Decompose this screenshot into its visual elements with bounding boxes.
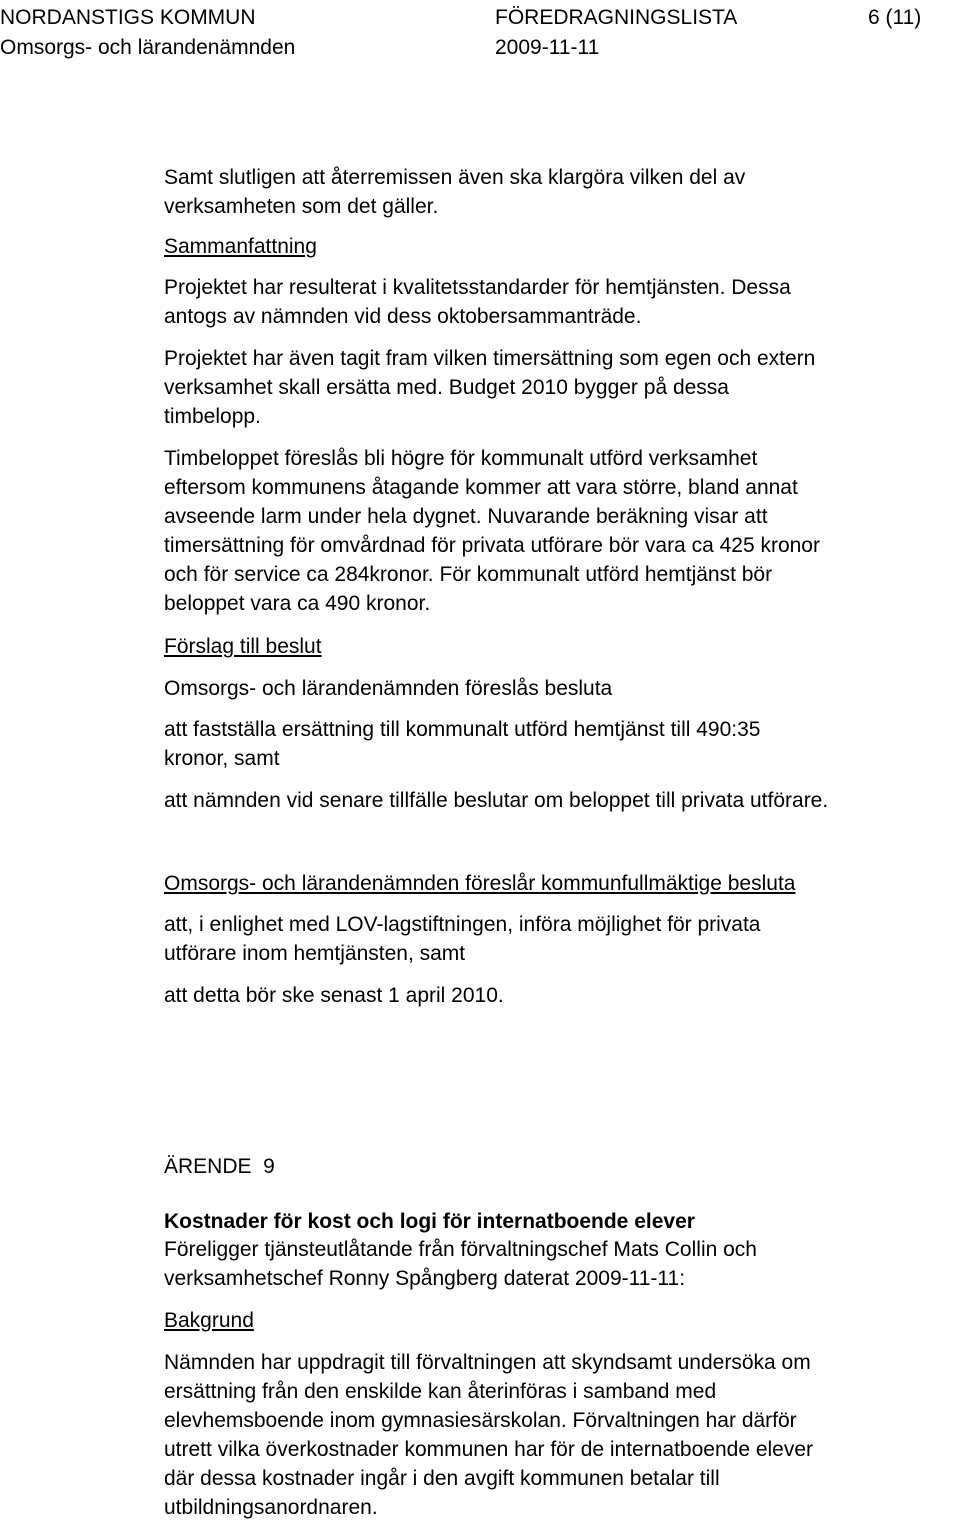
item-9-intro-line-2: verksamhetschef Ronny Spångberg daterat 2009-11-11: — [164, 1267, 686, 1290]
summary-p2-line-2: verksamhet skall ersätta med. Budget 2010 bygger på dessa — [164, 376, 729, 399]
item-9-label: ÄRENDE 9 — [164, 1155, 275, 1178]
header-committee: Omsorgs- och lärandenämnden — [0, 36, 296, 59]
intro-line-1: Samt slutligen att återremissen även ska klargöra vilken del av — [164, 166, 746, 189]
council-1-line-1: att, i enlighet med LOV-lagstiftningen, införa möjlighet för privata — [164, 913, 761, 936]
summary-heading: Sammanfattning — [164, 235, 317, 258]
background-line-6: utbildningsanordnaren. — [164, 1496, 378, 1519]
background-line-5: där dessa kostnader ingår i den avgift kommunen betalar till — [164, 1467, 720, 1490]
council-point-1 — [164, 910, 954, 968]
summary-p3-line-1: Timbeloppet föreslås bli högre för kommunalt utförd verksamhet — [164, 447, 758, 470]
background-line-4: utrett vilka överkostnader kommunen har för de internatboende elever — [164, 1438, 814, 1461]
background-heading: Bakgrund — [164, 1309, 254, 1332]
summary-p3-line-2: eftersom kommunens åtagande kommer att vara större, bland annat — [164, 476, 798, 499]
proposal-1-line-2: kronor, samt — [164, 747, 280, 770]
background-line-1: Nämnden har uppdragit till förvaltningen att skyndsamt undersöka om — [164, 1351, 811, 1374]
summary-p3-line-4: timersättning för omvårdnad för privata utförare bör vara ca 425 kronor — [164, 534, 820, 557]
item-9-intro-line-1: Föreligger tjänsteutlåtande från förvaltningschef Mats Collin och — [164, 1238, 757, 1261]
proposal-intro: Omsorgs- och lärandenämnden föreslås besluta — [164, 677, 613, 700]
council-1-line-2: utförare inom hemtjänsten, samt — [164, 942, 466, 965]
background-line-2: ersättning från den enskilde kan återinföras i samband med — [164, 1380, 717, 1403]
header-org: NORDANSTIGS KOMMUN — [0, 6, 256, 29]
background-line-3: elevhemsboende inom gymnasiesärskolan. Förvaltningen har därför — [164, 1409, 797, 1432]
item-9-intro — [164, 1235, 954, 1293]
summary-paragraph-3 — [164, 444, 954, 618]
council-point-2: att detta bör ske senast 1 april 2010. — [164, 984, 504, 1007]
summary-p2-line-3: timbelopp. — [164, 405, 261, 428]
proposal-point-2: att nämnden vid senare tillfälle beslutar om beloppet till privata utförare. — [164, 789, 829, 812]
proposal-point-1 — [164, 715, 954, 773]
summary-p1-line-2: antogs av nämnden vid dess oktobersammanträde. — [164, 305, 642, 328]
council-heading: Omsorgs- och lärandenämnden föreslår kommunfullmäktige besluta — [164, 872, 796, 895]
item-9-title: Kostnader för kost och logi för internatboende elever — [164, 1210, 695, 1233]
header-doc-type: FÖREDRAGNINGSLISTA — [495, 6, 738, 29]
summary-paragraph-1 — [164, 273, 954, 331]
summary-p1-line-1: Projektet har resulterat i kvalitetsstandarder för hemtjänsten. Dessa — [164, 276, 791, 299]
intro-paragraph — [164, 163, 954, 221]
summary-p3-line-5: och för service ca 284kronor. För kommunalt utförd hemtjänst bör — [164, 563, 773, 586]
header-page-number: 6 (11) — [868, 6, 922, 29]
summary-p2-line-1: Projektet har även tagit fram vilken timersättning som egen och extern — [164, 347, 816, 370]
intro-line-2: verksamheten som det gäller. — [164, 195, 439, 218]
proposal-heading: Förslag till beslut — [164, 635, 322, 658]
summary-p3-line-6: beloppet vara ca 490 kronor. — [164, 592, 431, 615]
proposal-1-line-1: att fastställa ersättning till kommunalt utförd hemtjänst till 490:35 — [164, 718, 761, 741]
header-date: 2009-11-11 — [495, 36, 600, 59]
summary-p3-line-3: avseende larm under hela dygnet. Nuvarande beräkning visar att — [164, 505, 768, 528]
summary-paragraph-2 — [164, 344, 954, 431]
background-paragraph — [164, 1348, 954, 1522]
